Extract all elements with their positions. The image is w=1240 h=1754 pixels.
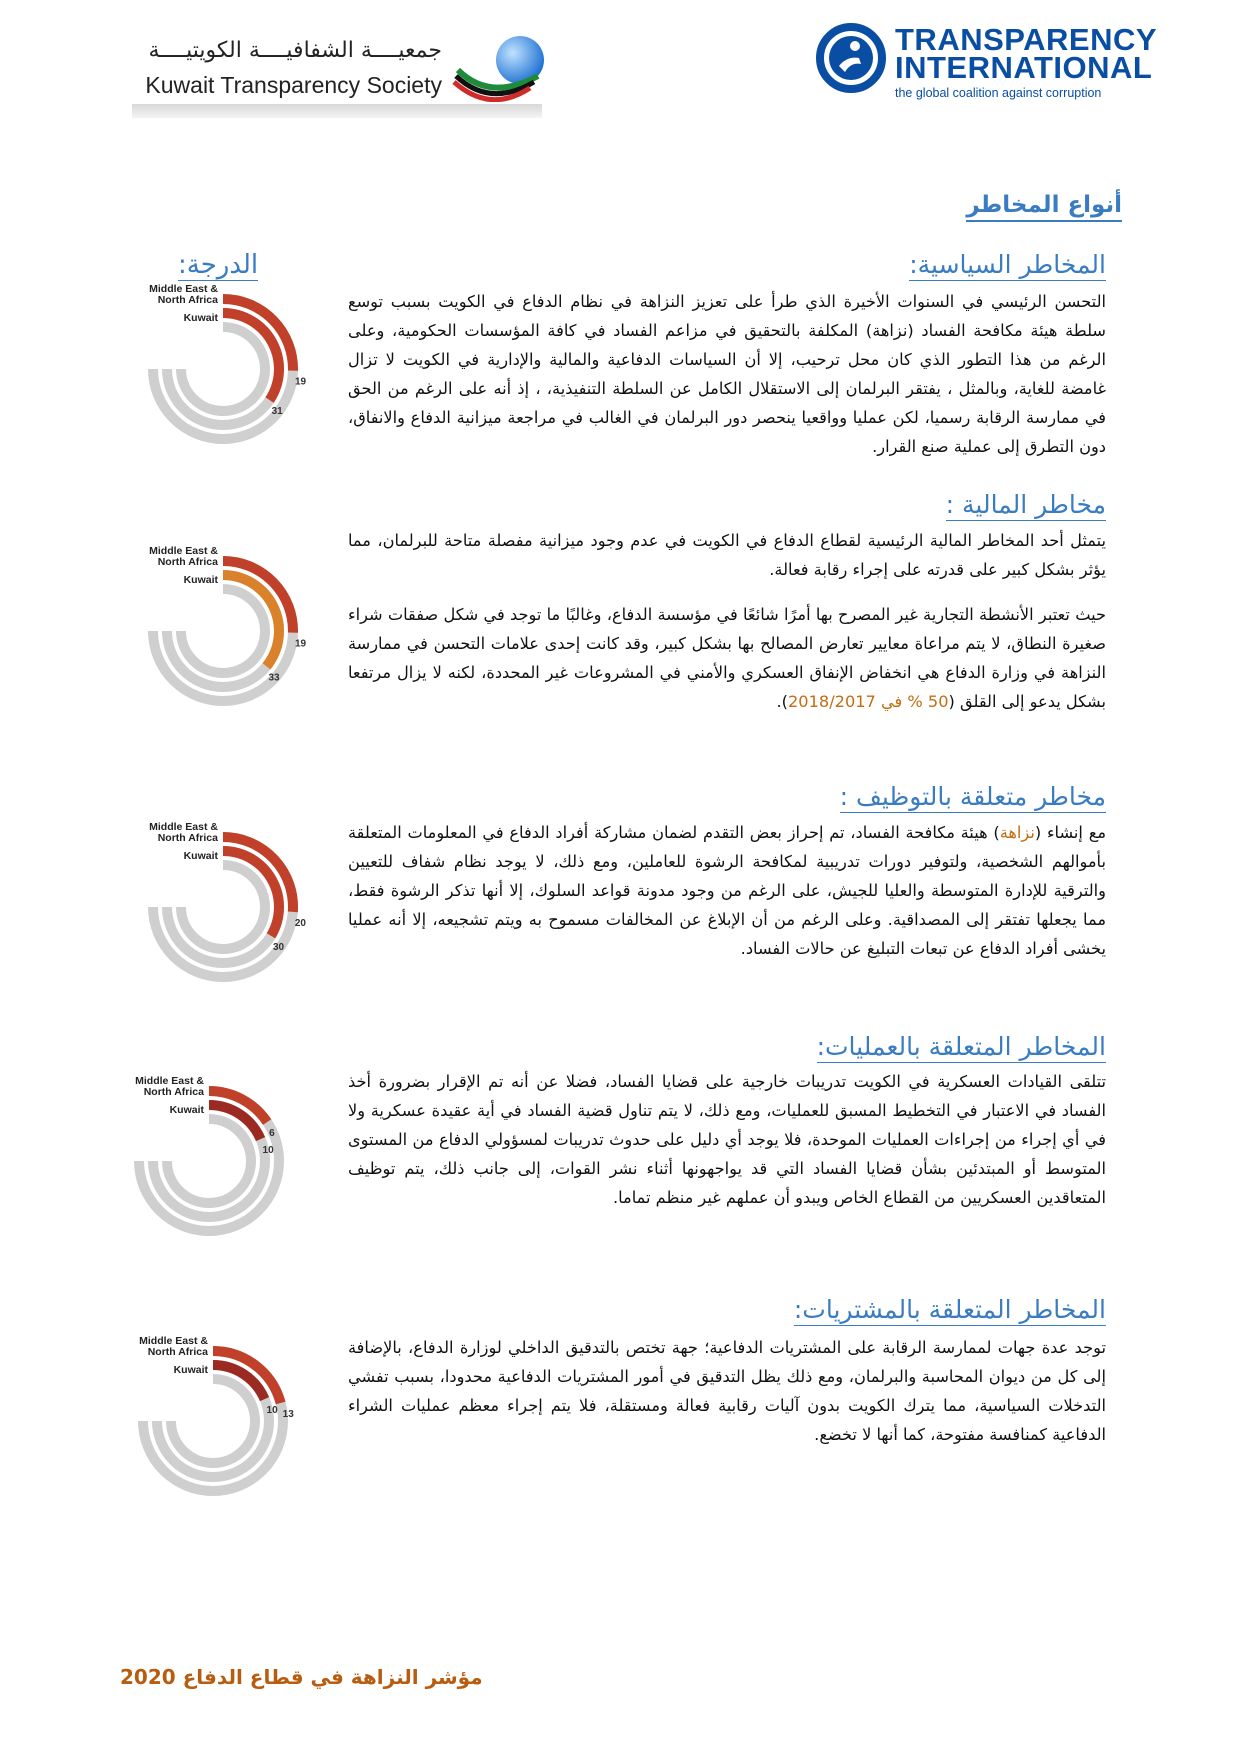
- score-gauge-financial: [138, 546, 308, 716]
- region-score-label: 13: [282, 1409, 294, 1421]
- section-title-financial: مخاطر المالية :: [945, 490, 1106, 519]
- gauge-region-line: North Africa: [143, 1086, 204, 1098]
- gauge-svg: [124, 1076, 294, 1246]
- score-gauge-political: [138, 284, 308, 454]
- gauge-region-label: [128, 822, 218, 844]
- section-text-financial-2: [348, 600, 1106, 716]
- kts-name-english: Kuwait Transparency Society: [145, 72, 442, 98]
- gauge-region-label: [128, 284, 218, 306]
- gauge-region-line: Middle East &: [139, 1335, 208, 1347]
- region-score-label: 19: [294, 376, 307, 388]
- page-heading: أنواع المخاطر: [966, 192, 1122, 222]
- score-label: الدرجة:: [178, 250, 259, 280]
- kuwait-score-label: 10: [266, 1405, 278, 1417]
- region-score-label: 20: [294, 917, 306, 929]
- gauge-region-label: [114, 1076, 204, 1098]
- gauge-country-label: Kuwait: [173, 1364, 208, 1376]
- kts-logo-underbar: [132, 104, 542, 118]
- footer-title: مؤشر النزاهة في قطاع الدفاع 2020: [120, 1665, 483, 1689]
- gauge-country-label: Kuwait: [183, 850, 218, 862]
- financial-highlight: 50 % في 2018/2017: [788, 692, 949, 711]
- gauge-svg: [138, 822, 308, 992]
- financial-text-closing: ).: [776, 692, 788, 711]
- financial-text-body: حيث تعتبر الأنشطة التجارية غير المصرح بها أمرًا شائعًا في مؤسسة الدفاع، وغالبًا ما توجد في شكل صفقات شراء صغيرة النطاق، لا يتم مراعاة معايير تعارض المصالح بها بشكل كبير، وقد كانت إحدى علامات التحسن في ممارسة النزاهة في وزارة الدفاع هي انخفاض الإنفاق العسكري والأمني في المشروعات غير المحددة، لكنه لا يزال مرتفعا بشكل يدعو إلى القلق (: [348, 605, 1106, 711]
- gauge-region-line: Middle East &: [149, 545, 218, 557]
- personnel-text-prefix: مع إنشاء (: [1034, 823, 1106, 842]
- gauge-region-line: Middle East &: [135, 1075, 204, 1087]
- gauge-region-line: North Africa: [157, 832, 218, 844]
- section-title-procurement: المخاطر المتعلقة بالمشتريات:: [793, 1295, 1106, 1324]
- section-title-operations: المخاطر المتعلقة بالعمليات:: [816, 1032, 1106, 1061]
- section-text-operations: تتلقى القيادات العسكرية في الكويت تدريبات خارجية على قضايا الفساد، فضلا عن أنه تم الإقرار بضرورة أخذ الفساد في الاعتبار في التخطيط المسبق للعمليات، ومع ذلك، لا يتم تناول قضية الفساد في أية عقيدة عسكرية ولا في أي إجراء من إجراءات العمليات الموحدة، فلا يوجد أي دليل على حدوث تدريبات لمسؤولي الدفاع من المستوى المتوسط أو المبتدئين بشأن قضايا الفساد التي قد يواجهونها أثناء نشر القوات، إلى جانب ذلك، يتم توظيف المتعاقدين العسكريين من القطاع الخاص ويبدو أن عملهم غير منظم تماما.: [348, 1072, 1106, 1207]
- transparency-international-logo: [815, 22, 1158, 108]
- gauge-track: [171, 1379, 255, 1463]
- gauge-track: [181, 589, 265, 673]
- region-score-label: 19: [294, 638, 307, 650]
- section-text-personnel: [348, 818, 1106, 963]
- section-title-personnel: مخاطر متعلقة بالتوظيف :: [839, 782, 1106, 811]
- score-gauge-operations: [124, 1076, 294, 1246]
- personnel-text-suffix: ) هيئة مكافحة الفساد، تم إحراز بعض التقدم لضمان مشاركة أفراد الدفاع في المعلومات المتعلقة بأموالهم الشخصية، ولتوفير دورات تدريبية لمكافحة الرشوة للعاملين، ومع ذلك، لا يوجد نظام شفاف للتعيين والترقية للإدارة المتوسطة والعليا للجيش، على الرغم من وجود مدونة قواعد السلوك، إلا أنها تذكر الرشوة فقط، مما يجعلها تفتقر إلى المصداقية. وعلى الرغم من أن الإبلاغ عن المخالفات مسموح به ويتم تشجيعه، إلا أنه عمليا يخشى أفراد الدفاع عن تبعات التبليغ عن حالات الفساد.: [348, 823, 1106, 958]
- gauge-track: [181, 865, 265, 949]
- gauge-country-label: Kuwait: [183, 312, 218, 324]
- gauge-svg: [138, 546, 308, 716]
- ti-name-line1: TRANSPARENCY: [895, 22, 1158, 57]
- gauge-region-line: North Africa: [147, 1346, 208, 1358]
- gauge-svg: [128, 1336, 298, 1506]
- kuwait-transparency-society-logo: [130, 32, 550, 122]
- kuwait-score-label: 33: [268, 672, 280, 684]
- kuwait-score-label: 31: [271, 406, 283, 418]
- gauge-svg: [138, 284, 308, 454]
- gauge-region-line: Middle East &: [149, 821, 218, 833]
- score-gauge-procurement: [128, 1336, 298, 1506]
- section-title-political: المخاطر السياسية:: [909, 250, 1106, 279]
- region-score-label: 6: [269, 1128, 275, 1140]
- kts-name-arabic: جمعيــــة الشفافيــــة الكويتيــــة: [148, 38, 442, 63]
- kuwait-score-label: 30: [273, 941, 285, 953]
- gauge-country-label: Kuwait: [183, 574, 218, 586]
- ti-name-line2: INTERNATIONAL: [895, 50, 1153, 85]
- score-gauge-personnel: [138, 822, 308, 992]
- personnel-highlight: نزاهة: [999, 823, 1035, 842]
- gauge-region-label: [128, 546, 218, 568]
- section-text-political: التحسن الرئيسي في السنوات الأخيرة الذي طرأ على تعزيز النزاهة في نظام الدفاع في الكويت بسبب توسع سلطة هيئة مكافحة الفساد (نزاهة) المكلفة بالتحقيق في مزاعم الفساد في كافة المؤسسات الحكومية، وعلى الرغم من هذا التطور الذي كان محل ترحيب، إلا أن السياسات الدفاعية والمالية والإدارية في الكويت لا تزال غامضة للغاية، وبالمثل ، يفتقر البرلمان إلى الاستقلال الكامل عن السلطة التنفيذية، ، إذ أنه على الرغم من الحق في ممارسة الرقابة رسميا، لكن عمليا وواقعيا ينحصر دور البرلمان في الغالب في مراجعة ميزانية الدفاع والانفاق، دون التطرق إلى عملية صنع القرار.: [348, 292, 1106, 456]
- gauge-region-line: North Africa: [157, 294, 218, 306]
- gauge-track: [181, 327, 265, 411]
- ti-tagline: the global coalition against corruption: [895, 86, 1102, 100]
- gauge-region-line: North Africa: [157, 556, 218, 568]
- kuwait-score-label: 10: [262, 1145, 274, 1157]
- section-text-financial-1: يتمثل أحد المخاطر المالية الرئيسية لقطاع الدفاع في الكويت في عدم وجود ميزانية مفصلة متاحة للبرلمان، مما يؤثر بشكل كبير على قدرته على إجراء رقابة فعالة.: [348, 531, 1106, 579]
- kts-globe-icon: [450, 32, 550, 102]
- gauge-country-label: Kuwait: [169, 1104, 204, 1116]
- gauge-region-label: [118, 1336, 208, 1358]
- gauge-track: [167, 1119, 251, 1203]
- section-text-procurement: توجد عدة جهات لممارسة الرقابة على المشتريات الدفاعية؛ جهة تختص بالتدقيق الداخلي لوزارة الدفاع، بالإضافة إلى كل من ديوان المحاسبة والبرلمان، ومع ذلك يظل التدقيق في أمور المشتريات الدفاعية محدودا، بسبب تفشي التدخلات السياسية، مما يترك الكويت بدون آليات رقابية فعالة ومستقلة، فلا يتم إجراء معظم عمليات الشراء الدفاعية كمنافسة مفتوحة، كما أنها لا تخضع.: [348, 1338, 1106, 1444]
- gauge-region-line: Middle East &: [149, 283, 218, 295]
- ti-emblem-icon: [815, 22, 887, 94]
